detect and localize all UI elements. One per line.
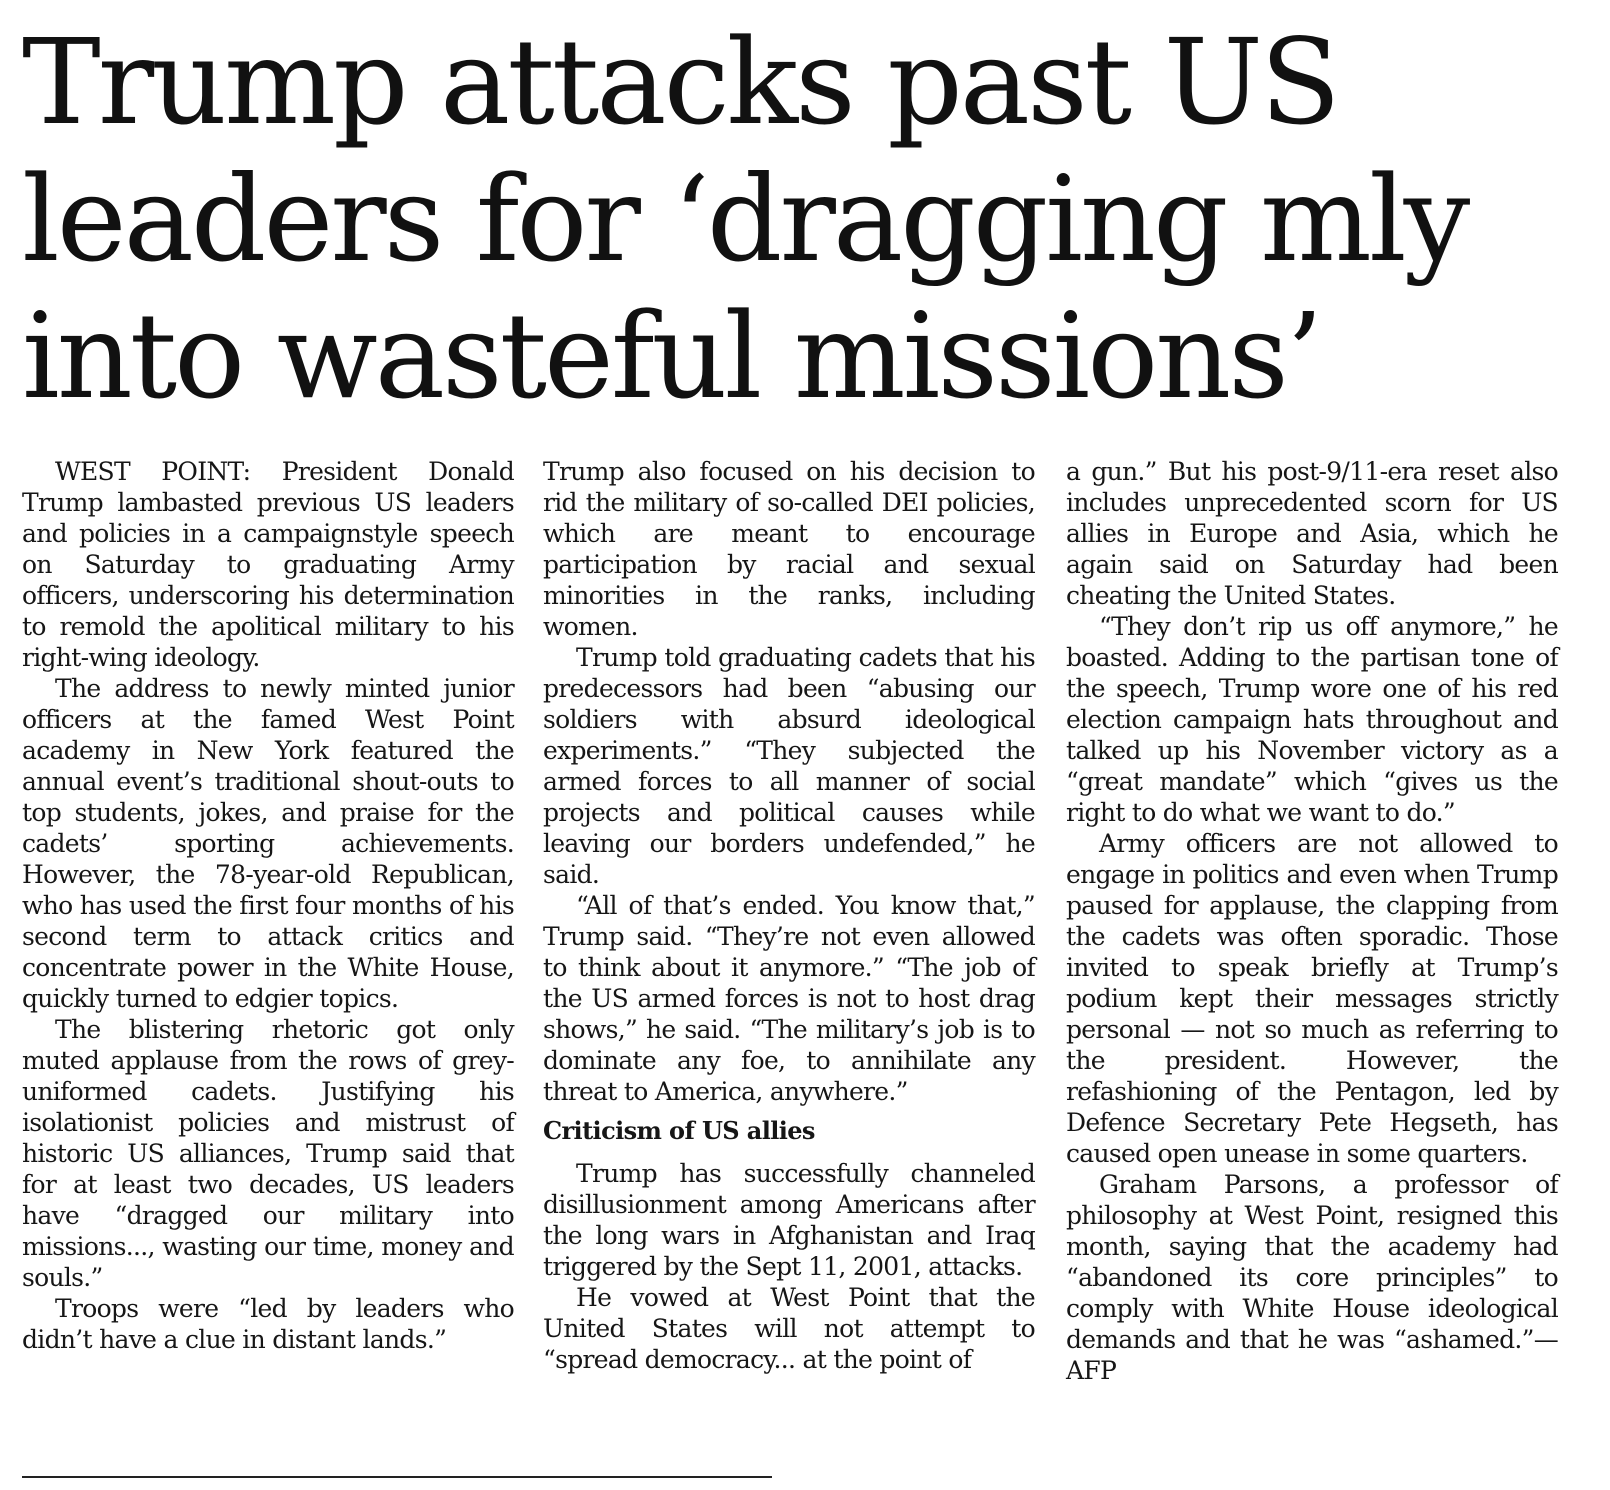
bottom-divider [22, 1476, 772, 1478]
headline [22, 14, 1597, 425]
body-paragraph: He vowed at West Point that the United States will not attempt to “spread democracy... at the point of [543, 1283, 1035, 1374]
body-paragraph: Army officers are not allowed to engage in politics and even when Trump paused for applause, the clapping from the cadets was often sporadic. Those invited to speak briefly at Trump’s podium kept their messages strictly personal — not so much as referring to the president. However, the refashioning of the Pentagon, led by Defence Secretary Pete Hegseth, has caused open unease in some quarters. [1066, 829, 1558, 1168]
body-paragraph: WEST POINT: President Donald Trump lambasted previous US leaders and policies in a campaignstyle speech on Saturday to graduating Army officers, underscoring his determination to remold the apolitical military to his right-wing ideology. [22, 457, 514, 672]
body-paragraph-continued: a gun.” But his post-9/11-era reset also includes unprecedented scorn for US allies in Europe and Asia, which he again said on Saturday had been cheating the United States. [1066, 457, 1558, 610]
headline-line-2: leaders for ‘dragging mly [22, 150, 1468, 288]
headline-line-3: into wasteful missions’ [22, 287, 1321, 425]
body-paragraph: Trump has successfully channeled disillusionment among Americans after the long wars in Afghanistan and Iraq triggered by the Sept 11, 2001, attacks. [543, 1159, 1035, 1281]
article-column-3 [1066, 456, 1558, 1386]
article-column-1 [22, 456, 514, 1355]
body-paragraph-continued: Trump also focused on his decision to rid the military of so-called DEI policies, which are meant to encourage participation by racial and sexual minorities in the ranks, including women. [543, 457, 1035, 641]
body-paragraph: Troops were “led by leaders who didn’t have a clue in distant lands.” [22, 1294, 514, 1354]
body-paragraph: “They don’t rip us off anymore,” he boasted. Adding to the partisan tone of the speech, Trump wore one of his red election campaign hats throughout and talked up his November victory as a “great mandate” which “gives us the right to do what we want to do.” [1066, 612, 1558, 827]
body-paragraph: “All of that’s ended. You know that,” Trump said. “They’re not even allowed to think about it anymore.” “The job of the US armed forces is not to host drag shows,” he said. “The military’s job is to dominate any foe, to annihilate any threat to America, anywhere.” [543, 891, 1035, 1106]
body-paragraph: The address to newly minted junior officers at the famed West Point academy in New York featured the annual event’s traditional shout-outs to top students, jokes, and praise for the cadets’ sporting achievements. However, the 78-year-old Republican, who has used the first four months of his second term to attack critics and concentrate power in the White House, quickly turned to edgier topics. [22, 674, 514, 1013]
body-paragraph: Trump told graduating cadets that his predecessors had been “abusing our soldiers with absurd ideological experiments.” “They subjected the armed forces to all manner of social projects and political causes while leaving our borders undefended,” he said. [543, 643, 1035, 889]
headline-line-1: Trump attacks past US [22, 13, 1338, 151]
subheading: Criticism of US allies [543, 1116, 815, 1145]
article-column-2 [543, 456, 1035, 1375]
body-paragraph: Graham Parsons, a professor of philosophy at West Point, resigned this month, saying that the academy had “abandoned its core principles” to comply with White House ideological demands and that he was “ashamed.”—AFP [1066, 1170, 1558, 1385]
body-paragraph: The blistering rhetoric got only muted applause from the rows of grey-uniformed cadets. Justifying his isolationist policies and mistrust of historic US alliances, Trump said that for at least two decades, US leaders have “dragged our military into missions..., wasting our time, money and souls.” [22, 1015, 514, 1292]
